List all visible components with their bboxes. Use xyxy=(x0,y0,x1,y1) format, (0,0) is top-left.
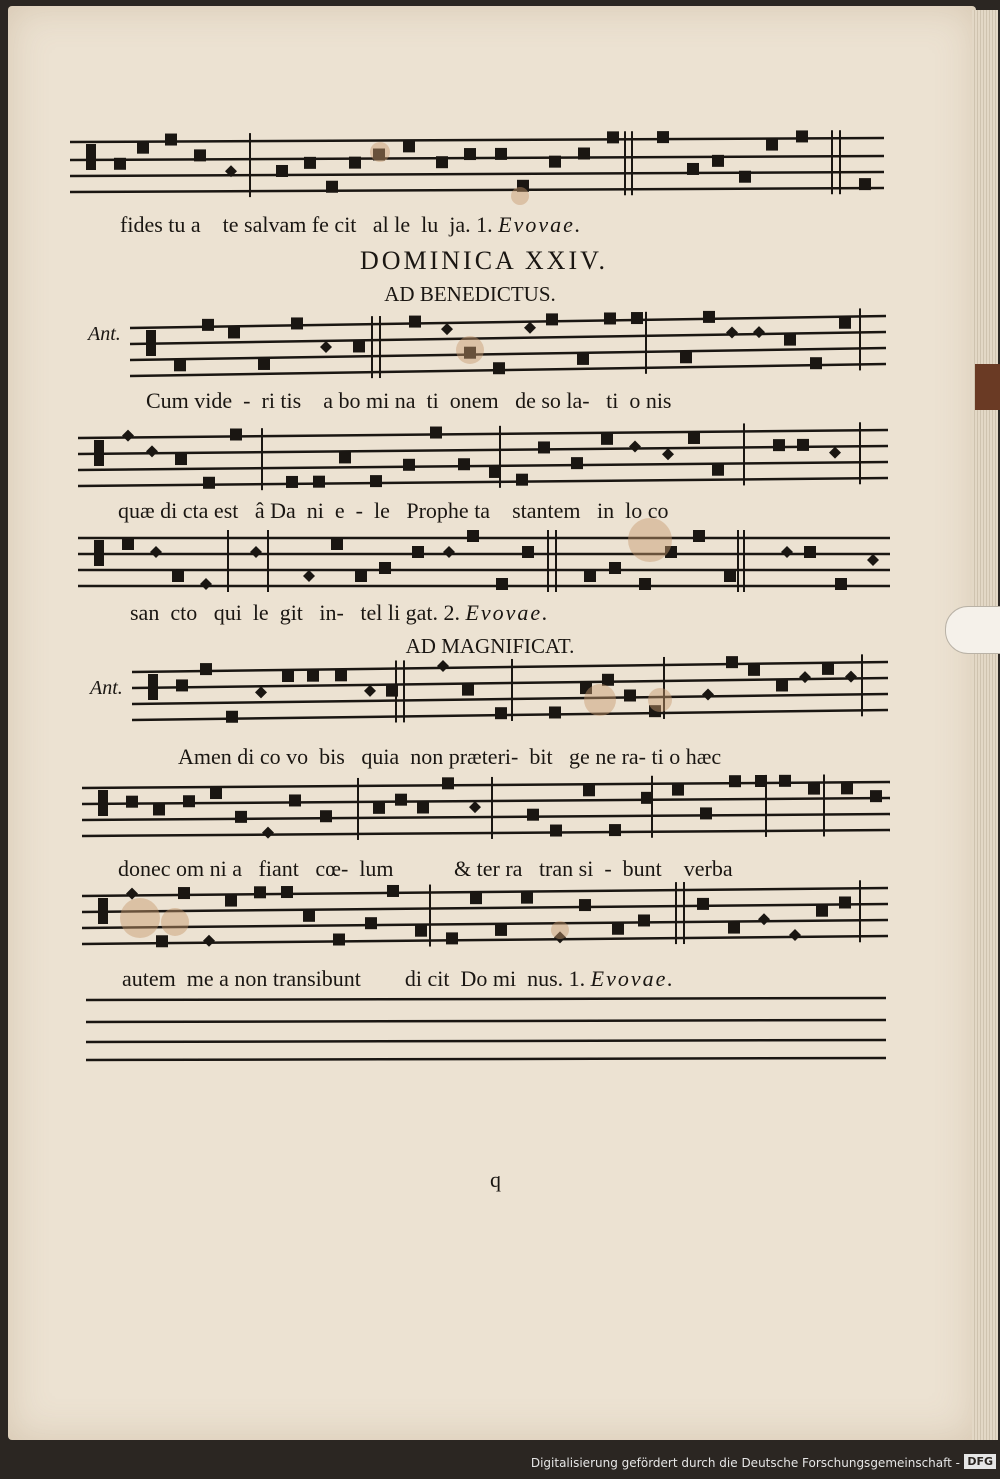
lyric-line-6: donec om ni a fiant cœ- lum & ter ra tran si - bunt verba xyxy=(118,856,733,881)
lyric-line-2: Cum vide - ri tis a bo mi na ti onem de so la- ti o nis xyxy=(146,388,672,413)
heading-dominica: DOMINICA XXIV. xyxy=(359,246,609,275)
footer-credit: Digitalisierung gefördert durch die Deutsche Forschungsgemeinschaft - xyxy=(530,1456,960,1470)
lyric-line-3: quæ di cta est â Da ni e - le Prophe ta stantem in lo co xyxy=(118,498,669,523)
lyric-line-4: san cto qui le git in- tel li gat. 2. Evovae. xyxy=(130,600,550,625)
heading-benedictus: AD BENEDICTUS. xyxy=(384,282,556,306)
footer-bar xyxy=(0,1440,1000,1479)
antiphon-marker: Ant. xyxy=(88,323,121,345)
dfg-logo: DFG xyxy=(964,1454,996,1469)
antiphon-marker-2: Ant. xyxy=(90,677,123,699)
lyric-line-1: fides tu a te salvam fe cit al le lu ja. 1. Evovae. xyxy=(120,212,583,237)
page-folio: q xyxy=(490,1167,501,1192)
lyric-line-5: Amen di co vo bis quia non præteri- bit ge ne ra- ti o hæc xyxy=(178,744,722,769)
lyric-line-7: autem me a non transibunt di cit Do mi nus. 1. Evovae. xyxy=(122,966,675,991)
heading-magnificat: AD MAGNIFICAT. xyxy=(405,634,575,658)
